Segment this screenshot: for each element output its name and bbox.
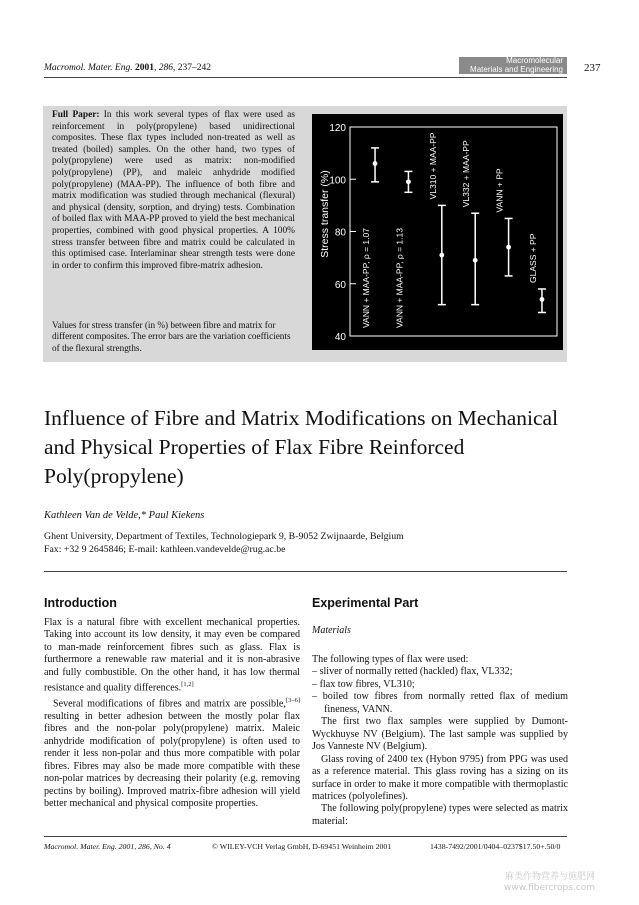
intro-heading: Introduction [44,596,117,610]
flax-types-list [312,666,568,716]
intro-ref-2: [3–6] [285,697,300,705]
footer-copyright: © WILEY-VCH Verlag GmbH, D-69451 Weinheim 2001 [212,842,392,851]
list-item-text: – boiled tow fibres from normally retted flax of medium fineness, VANN. [312,691,568,715]
intro-paragraph-2 [44,695,300,810]
journal-logo-line1: Macromolecular [506,56,563,65]
data-point [506,245,511,250]
data-label: VL332 + MAA-PP [461,140,472,208]
y-tick-label: 60 [334,279,346,291]
footer-citation: Macromol. Mater. Eng. 2001, 286, No. 4 [44,842,171,851]
figure-caption: Values for stress transfer (in %) between fibre and matrix for different composites. The error bars are the variation coefficients of the flexural strengths. [52,320,291,353]
experimental-paragraph-3: The following poly(propylene) types were selected as matrix material: [312,803,568,827]
footer-issn: 1438-7492/2001/0404–0237$17.50+.50/0 [430,842,561,851]
list-item-text: – flax tow fibres, VL310; [312,678,415,690]
title-rule [44,571,567,572]
list-item-text: – sliver of normally retted (hackled) flax, VL332; [312,666,513,678]
data-point [373,161,378,166]
list-item [312,691,568,716]
experimental-heading: Experimental Part [312,596,419,610]
journal-volume: 286 [158,63,173,73]
materials-intro: The following types of flax were used: [312,654,469,665]
data-point-group [495,168,513,276]
data-point-group [394,171,412,328]
footer-rule [44,836,567,837]
intro-paragraph-1 [44,617,300,695]
affiliation [44,531,564,556]
authors: Kathleen Van de Velde,* Paul Kiekens [44,510,205,521]
y-axis-label: Stress transfer (%) [319,170,331,258]
header-rule [44,77,567,78]
y-tick-label: 100 [329,175,346,187]
data-point [406,179,411,184]
running-header: Macromol. Mater. Eng. 2001, 286, 237–242 [44,63,211,73]
data-label: GLASS + PP [527,233,538,283]
list-item [312,679,568,691]
chart-frame [350,127,557,336]
experimental-section [312,654,568,828]
data-point [540,297,545,302]
watermark [504,872,595,894]
data-point [439,253,444,258]
data-point-group [528,233,546,312]
page-number: 237 [584,62,601,74]
abstract-body: In this work several types of flax were used as reinforcement in poly(propylene) based unidirectional composites. These flax types included non-treated as well as treated (boiled) samples. On the other hand, two types of poly(propylene) were used as matrix: non-modified poly(propylene) (PP), and maleic anhydride modified poly(propylene) (MAA-PP). The influence of both fibre and matrix modification was studied through mechanical (flexural) and physical (density, sorption, and drying) tests. Combination of boiled flax with MAA-PP proved to yield the best mechanical properties, combined with good physical properties. A 100% stress transfer between fibre and matrix could be calculated in this optimised case. Interlaminar shear strength tests were done in order to confirm this improved fibre-matrix adhesion. [52,110,295,271]
experimental-paragraph-2: Glass roving of 2400 tex (Hybon 9795) from PPG was used as a reference material. This glass roving has a sizing on its surface in order to make it more compatible with thermoplastic matrices (polyolefines). [312,753,568,802]
journal-year: 2001 [134,63,154,73]
data-label: VANN + MAA-PP, ρ = 1.13 [394,228,405,328]
y-tick-label: 80 [334,227,346,239]
watermark-line2: www.fibercrops.com [504,883,595,893]
experimental-paragraph-1: The first two flax samples were supplied by Dumont-Wyckhuyse NV (Belgium). The last sample was supplied by Jos Vanneste NV (Belgium). [312,716,568,753]
data-point [473,258,478,263]
affiliation-contact: Fax: +32 9 2645846; E-mail: kathleen.vandevelde@rug.ac.be [44,543,286,555]
stress-transfer-chart [312,114,563,350]
intro-p1-text: Flax is a natural fibre with excellent mechanical properties. Taking into account its low density, it may even be compared to man-made reinforcement fibres such as glass. Flax is furthermore a renewable raw material and it is non-abrasive and fully combustible. On the other hand, it has low thermal resistance and quality differences. [44,617,300,694]
data-point-group [428,132,446,304]
y-tick-label: 120 [329,123,346,134]
materials-subheading: Materials [312,625,351,636]
journal-pages: , 237–242 [172,63,211,73]
affiliation-address: Ghent University, Department of Textiles, Technologiepark 9, B-9052 Zwijnaarde, Belgium [44,531,404,542]
abstract-lead: Full Paper: [52,110,100,120]
intro-section [44,617,300,811]
journal-name: Macromol. Mater. Eng. [44,63,133,73]
list-item [312,666,568,678]
paper-title: Influence of Fibre and Matrix Modifications on Mechanical and Physical Properties of Flax Fibre Reinforced Poly(propylene) [44,406,559,488]
chart-svg [312,114,563,350]
intro-ref-1: [1,2] [181,681,194,689]
data-label: VL310 + MAA-PP [427,132,438,200]
data-point-group [461,140,479,305]
data-label: VANN + MAA-PP, ρ = 1.07 [361,228,372,328]
journal-logo-box [459,57,567,74]
intro-p2a-text: Several modifications of fibres and matrix are possible, [53,698,286,710]
abstract-text [52,110,295,272]
watermark-line1: 麻类作物营养与施肥网 [504,872,595,882]
y-tick-label: 40 [334,332,346,343]
intro-p2b-text: resulting in better adhesion between the mostly polar flax fibres and the non-polar poly(propylene) matrix. Maleic anhydride modification of poly(propylene) is often used to render it less non-polar and thus more compatible with polar fibres. Fibres may also be made more compatible with these non-polar matrices by decreasing their polarity (e.g. removing pectins by boiling). Improved matrix-fibre adhesion will yield better mechanical and physical composite properties. [44,710,300,810]
data-label: VANN + PP [494,168,505,213]
journal-logo-line2: Materials and Engineering [470,64,563,74]
data-point-group [361,148,379,328]
